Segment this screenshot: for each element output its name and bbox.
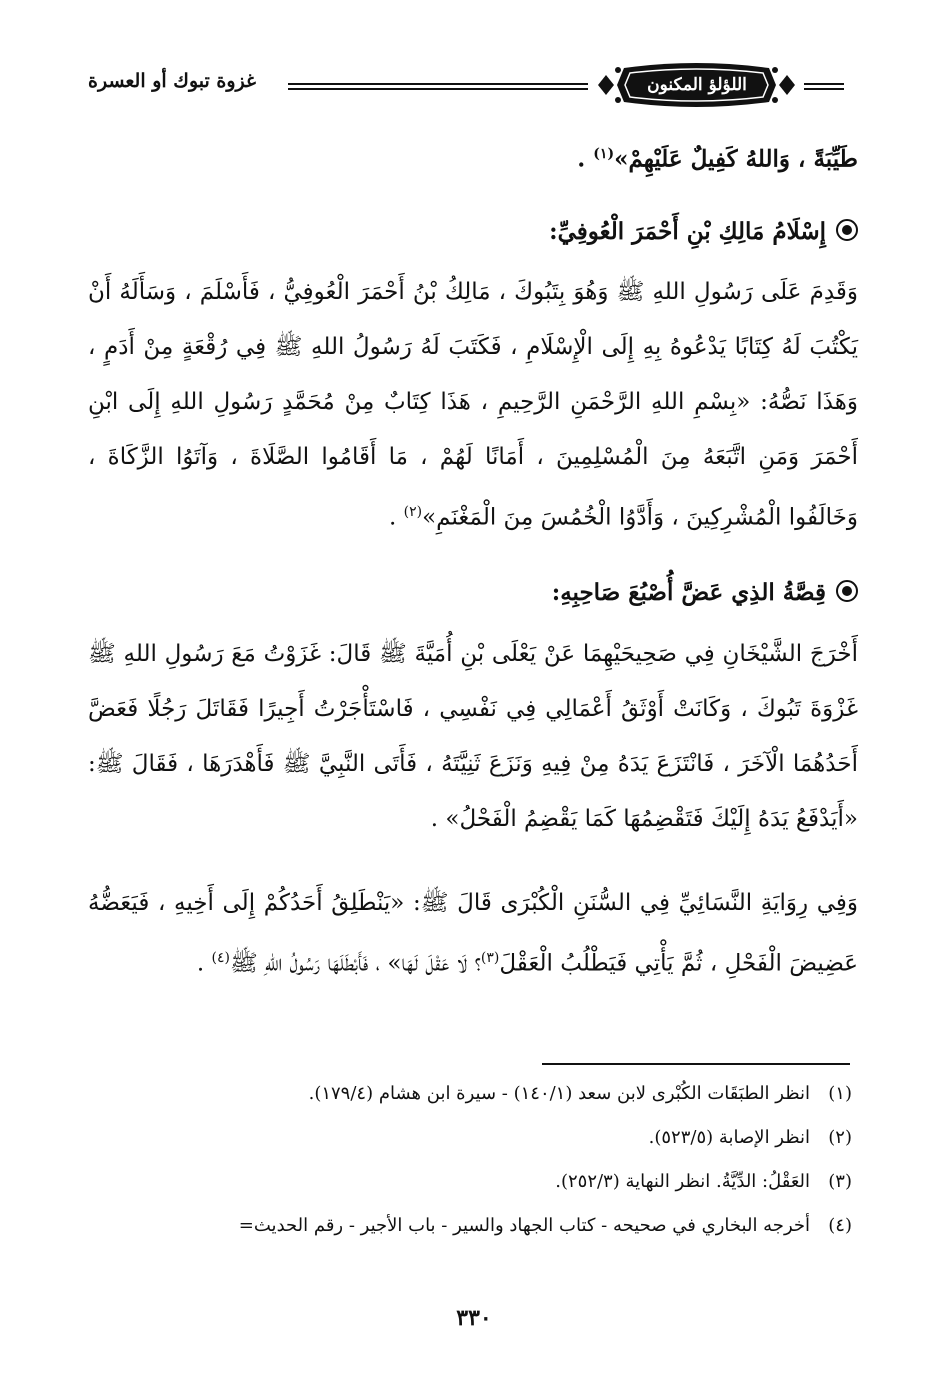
paragraph-3-start: وَفِي رِوَايَةِ النَّسَائِيِّ فِي السُّنَنِ الْكُبْرَى قَالَ ﷺ: «يَنْطَلِقُ أَحَدُكُمْ إِلَى أَخِيهِ ، فَيَعَضُّهُ عَضِيضَ الْفَحْلِ ، ثُمَّ يَأْتِي فَيَطْلُبُ الْعَقْلَ <box>88 890 858 977</box>
footnote-number: (٢) <box>828 1127 852 1148</box>
footnote-number: (٣) <box>828 1171 852 1192</box>
paragraph-1 <box>88 265 858 555</box>
footnote-item <box>92 1116 852 1160</box>
paragraph-2 <box>88 627 858 857</box>
running-header <box>88 50 858 120</box>
paragraph-2-text: أَخْرَجَ الشَّيْخَانِ فِي صَحِيحَيْهِمَا عَنْ يَعْلَى بْنِ أُمَيَّةَ ﷺ قَالَ: غَزَوْتُ مَعَ رَسُولِ اللهِ ﷺ غَزْوَةَ تَبُوكَ ، وَكَانَتْ أَوْثَقُ أَعْمَالِي فِي نَفْسِي ، فَاسْتَأْجَرْتُ أَجِيرًا فَقَاتَلَ رَجُلًا فَعَضَّ أَحَدُهُمَا الْآخَرَ ، فَانْتَزَعَ يَدَهُ مِنْ فِيهِ وَنَزَعَ ثَنِيَّتَهُ ، فَأَتَى النَّبِيَّ ﷺ فَأَهْدَرَهَا ، فَقَالَ ﷺ: «أَيَدْفَعُ يَدَهُ إِلَيْكَ فَتَقْضِمُهَا كَمَا يَقْضِمُ الْفَحْلُ» . <box>88 641 858 832</box>
heading-2-text: قِصَّةُ الذِي عَضَّ أُصْبُعَ صَاحِبِهِ: <box>551 579 826 606</box>
footnote-number: (١) <box>828 1083 852 1104</box>
footnote-ref-2[interactable]: (٢) <box>403 504 423 520</box>
title-cartouche <box>594 58 799 112</box>
section-heading-1 <box>549 212 858 252</box>
book-title: اللؤلؤ المكنون <box>647 75 747 95</box>
footnote-item <box>92 1204 852 1248</box>
footnote-ref-4[interactable]: (٤) <box>211 950 230 966</box>
footnote-text: أخرجه البخاري في صحيحه - كتاب الجهاد والسير - باب الأجير - رقم الحديث= <box>238 1215 810 1236</box>
paragraph-3 <box>88 876 858 1051</box>
footnote-number: (٤) <box>828 1215 852 1236</box>
footnote-item <box>92 1072 852 1116</box>
section-heading-2 <box>552 573 858 613</box>
flower-bullet-icon <box>836 219 858 241</box>
continuation-text: طَيِّبَةً ، وَاللهُ كَفِيلٌ عَلَيْهِمْ» <box>614 145 858 173</box>
continuation-line <box>577 134 858 180</box>
flower-bullet-icon <box>836 580 858 602</box>
heading-1-text: إِسْلَامُ مَالِكِ بْنِ أَحْمَرَ الْعُوفِيِّ: <box>549 218 826 245</box>
footnote-rule <box>542 1063 850 1065</box>
header-rule-right <box>804 83 844 90</box>
footnote-ref-3[interactable]: (٣) <box>480 950 500 966</box>
footnote-text: انظر الإصابة (٥٢٣/٥). <box>648 1127 810 1148</box>
paragraph-1-text: وَقَدِمَ عَلَى رَسُولِ اللهِ ﷺ وَهُوَ بِتَبُوكَ ، مَالِكُ بْنُ أَحْمَرَ الْعُوفِيُّ ، فَأَسْلَمَ ، وَسَأَلَهُ أَنْ يَكْتُبَ لَهُ كِتَابًا يَدْعُوهُ بِهِ إِلَى الْإِسْلَامِ ، فَكَتَبَ لَهُ رَسُولُ اللهِ ﷺ فِي رُقْعَةٍ مِنْ أَدَمٍ ، وَهَذَا نَصُّهُ: «بِسْمِ اللهِ الرَّحْمَنِ الرَّحِيمِ ، هَذَا كِتَابٌ مِنْ مُحَمَّدٍ رَسُولِ اللهِ إِلَى ابْنِ أَحْمَرَ وَمَنِ اتَّبَعَهُ مِنَ الْمُسْلِمِينَ ، أَمَانًا لَهُمْ ، مَا أَقَامُوا الصَّلَاةَ ، وَآتَوُا الزَّكَاةَ ، وَخَالَفُوا الْمُشْرِكِينَ ، وَأَدَّوُا الْخُمُسَ مِنَ الْمَغْنَمِ» <box>88 279 858 531</box>
footnote-item <box>92 1160 852 1204</box>
chapter-title: غزوة تبوك أو العسرة <box>88 70 256 92</box>
paragraph-3-mid: ؟ لَا عَقْلَ لَهَا» ، فَأَبْطَلَهَا رَسُولُ اللهِ ﷺ <box>229 950 481 977</box>
footnote-text: العَقْلُ: الدِّيَّةُ. انظر النهاية (٢٥٢/٣). <box>555 1171 810 1192</box>
header-rule-left <box>288 83 588 90</box>
footnotes <box>92 1072 852 1248</box>
footnote-text: انظر الطبَقَات الكُبْرى لابن سعد (١٤٠/١) - سيرة ابن هشام (١٧٩/٤). <box>308 1083 810 1104</box>
page-number: ٣٣٠ <box>456 1305 492 1331</box>
paragraph-3-end: . <box>196 950 212 977</box>
continuation-end: . <box>577 145 594 173</box>
footnote-ref-1[interactable]: (١) <box>593 146 615 162</box>
paragraph-1-end: . <box>389 504 404 531</box>
